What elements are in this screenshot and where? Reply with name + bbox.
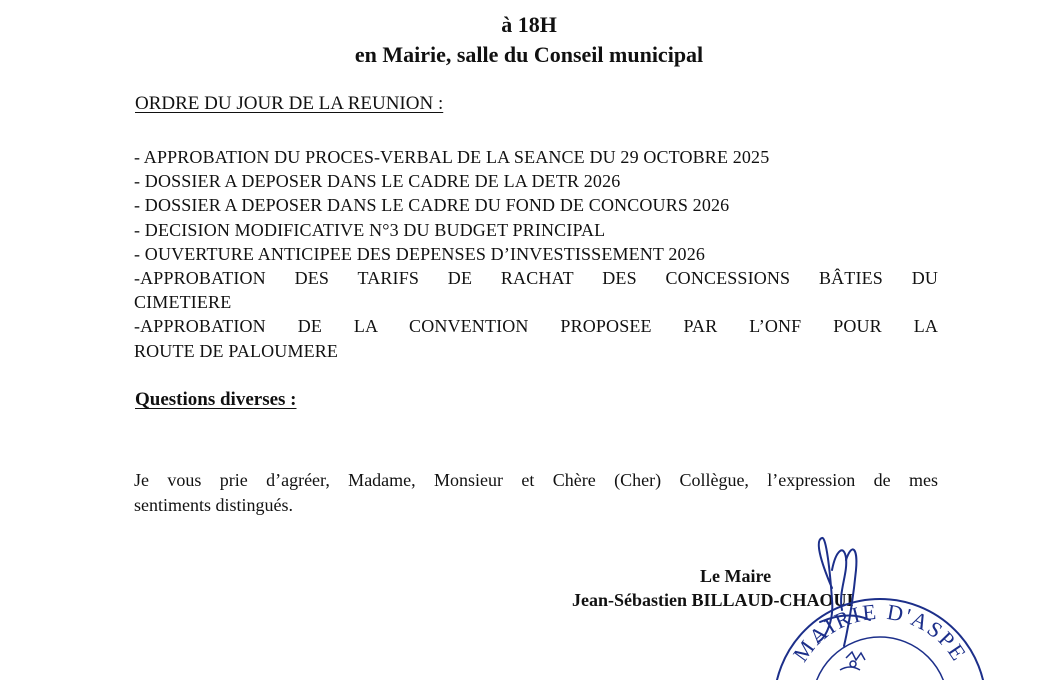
agenda-item: - DOSSIER A DEPOSER DANS LE CADRE DE LA DETR 2026 bbox=[134, 171, 621, 192]
agenda-item: - OUVERTURE ANTICIPEE DES DEPENSES D’INVESTISSEMENT 2026 bbox=[134, 243, 705, 264]
meeting-place: en Mairie, salle du Conseil municipal bbox=[354, 42, 704, 67]
agenda-item bbox=[134, 314, 938, 338]
agenda-item: - DECISION MODIFICATIVE N°3 DU BUDGET PRINCIPAL bbox=[134, 219, 606, 240]
agenda-item-continuation: ROUTE DE PALOUMERE bbox=[134, 340, 339, 361]
stamp-emblem bbox=[840, 652, 865, 670]
meeting-time: à 18H bbox=[501, 12, 557, 37]
agenda-item-line: -APPROBATION DES TARIFS DE RACHAT DES CONCESSIONS BÂTIES DU bbox=[134, 268, 938, 289]
closing-line-2: sentiments distingués. bbox=[134, 495, 293, 515]
questions-heading: Questions diverses : bbox=[135, 389, 297, 410]
agenda-item bbox=[134, 266, 938, 290]
agenda-title: ORDRE DU JOUR DE LA REUNION : bbox=[135, 93, 444, 114]
agenda-item-line: -APPROBATION DE LA CONVENTION PROPOSEE PAR L’ONF POUR LA bbox=[134, 316, 938, 337]
signatory-first-name: Jean-Sébastien bbox=[572, 590, 688, 610]
mayor-stamp bbox=[774, 599, 986, 680]
agenda-item-continuation: CIMETIERE bbox=[134, 292, 232, 313]
agenda-item: - APPROBATION DU PROCES-VERBAL DE LA SEANCE DU 29 OCTOBRE 2025 bbox=[134, 147, 770, 167]
svg-text:MAIRIE D'ASPE bbox=[788, 599, 972, 666]
agenda-item: - DOSSIER A DEPOSER DANS LE CADRE DU FOND DE CONCOURS 2026 bbox=[134, 195, 730, 216]
signatory-last-name: BILLAUD-CHAOUI bbox=[691, 590, 854, 610]
stamp-text: MAIRIE D'ASPE bbox=[787, 598, 973, 667]
closing-paragraph bbox=[134, 468, 938, 518]
closing-line-1: Je vous prie d’agréer, Madame, Monsieur et Chère (Cher) Collègue, l’expression de mes bbox=[134, 470, 938, 490]
signatory-title: Le Maire bbox=[700, 566, 772, 586]
signature-and-stamp bbox=[760, 530, 1000, 680]
agenda-list bbox=[134, 145, 938, 363]
